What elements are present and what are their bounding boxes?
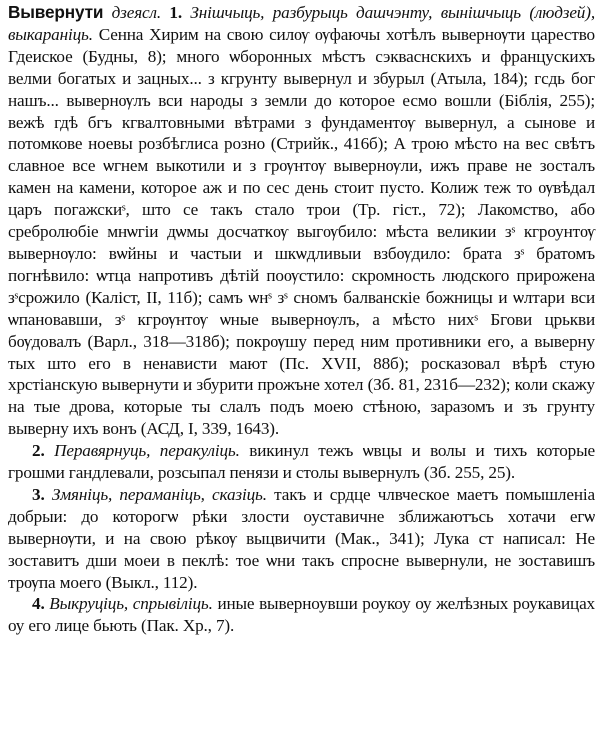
sense-gloss: Змяніць, пераманіць, сказіць.: [51, 484, 267, 504]
sense-gloss: Перавярнуць, перакуліць.: [54, 441, 240, 461]
sense-number: 2.: [32, 441, 45, 461]
entry-sense-3: [8, 484, 595, 594]
sense-citations: иные выверноувши роукоу оу желѣзных роукавицах оу его лице бьють (Пак. Хр., 7).: [8, 594, 595, 636]
sense-number: 3.: [32, 484, 45, 504]
sense-gloss: Знішчыць, разбурыць дашчэнту, вынішчыць (людзей), выкараніць.: [8, 3, 595, 44]
headword: Вывернути: [8, 2, 104, 22]
entry-sense-4: [8, 593, 595, 637]
sense-citations: викинул тежъ ѡвцы и волы и тихъ которые грошми гандлевали, розсыпал пенязи и столы вывернулъ (Зб. 255, 25).: [8, 441, 595, 483]
entry-sense-2: [8, 440, 595, 484]
sense-citations: такъ и срдце члвческое маетъ помышленіа добрыи: до которогѡ рѣки злости оуставичне зближаютъсь хотачи егѡ вывернѹти, и на свою рѣкѹ выцвичити (Мак., 341); Лука ст написал: Не зоставитъ дши моеи в пеклѣ: тое ѡни такъ спросне вывернули, не зоставишъ трѹпа моего (Выкл., 112).: [8, 484, 595, 592]
sense-gloss: Выкруціць, спрывіліць.: [49, 594, 213, 614]
sense-number: 4.: [32, 594, 45, 614]
sense-number: 1.: [169, 3, 182, 22]
grammar-label: дзеясл.: [111, 3, 162, 22]
entry-sense-1: [8, 2, 595, 440]
sense-citations: Сенна Хирим на свою силѹ ѹфаючы хотѣлъ вывернѹти царество Гдеиское (Будны, 8); много ѡборонных мѣстъ сэкваснскихъ и францускихъ велми богатых и зацных... з кгрунту вывернул и збурыл (Атыла, 184); гсдь бог нашъ... вывернѹлъ вси народы з земли до которое есмо вошли (Біблія, 255); вежѣ гдѣ бгъ кгвалтовными вѣтрами з фундаментѹ вывернул, а сынове и потомкове ноевы розбѣглиса розно (Стрийк., 416б); А трою мѣсто на вес свѣтъ славное все ѡгнем выкотили и з грѹнтѹ вывернѹли, ижъ праве не зосталъ камен на камени, которое аж и по сес день стоит пусто. Колиж теж то ѹвѣдал царъ погажскиˢ, што се такъ стало трои (Тр. гіст., 72); Лакомство, або сребролюбіе мнѡгiи дѡмы досчаткѹ выгѹбило: мѣста великии зˢ кгроунтѹ вывернѹло: вѡйны и частыи и шкѡдливыи взбѹдило: брата зˢ братомъ погнѣвило: ѡтца напротивъ дѣтій поѹстило: скромность людского прирожена зˢсрожило (Каліст, II, 11б); самъ ѡнˢ зˢ сномъ балванскіе божницы и ѡлтари вси ѡпановавши, зˢ кгрѹнтѹ ѡныe вывернѹлъ, а мѣсто нихˢ Бгови црькви бѹдовалъ (Варл., 318—318б); покрѹшу перед ним противники его, а выверну тых што его в ненависти мают (Пс. XVII, 88б); росказовал вѣрѣ стую хрстіанскую вывернути и збурити прожъне хотел (Зб. 81, 231б—232); коли скажу на тые дрова, которые ты слалъ подъ моею стѣною, заразомъ и зъ грунту выверну ихъ вонъ (АСД, I, 339, 1643).: [8, 24, 595, 439]
